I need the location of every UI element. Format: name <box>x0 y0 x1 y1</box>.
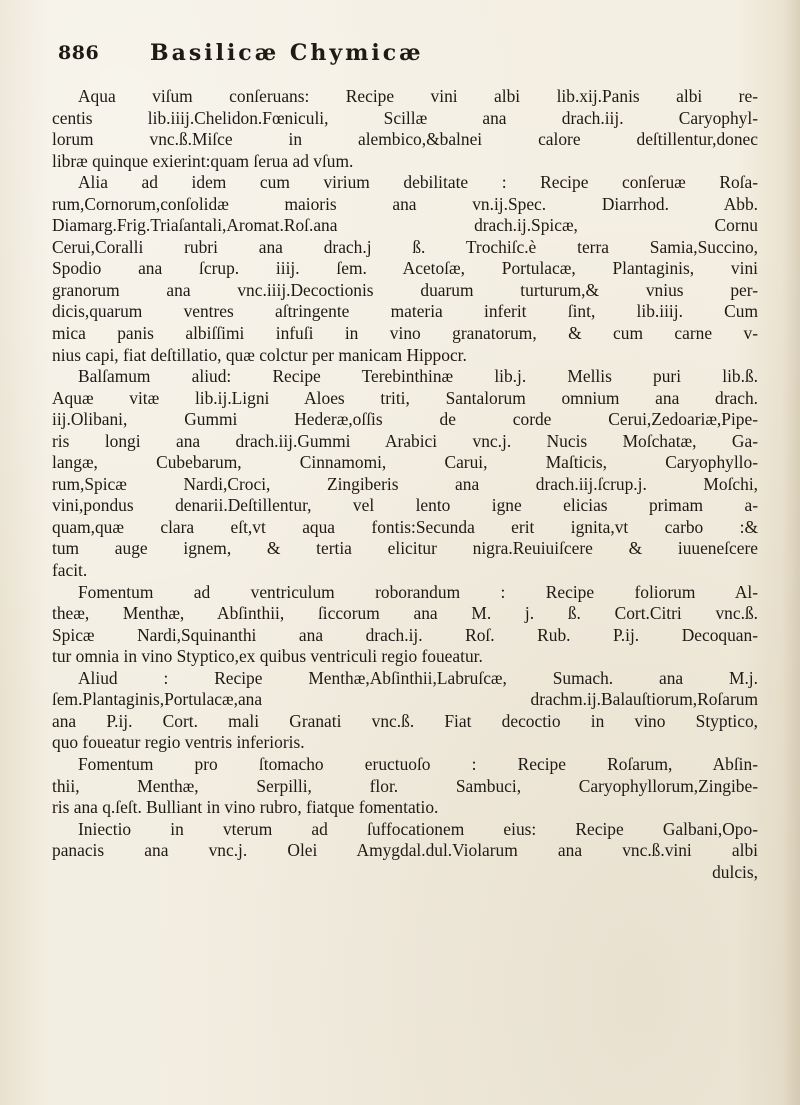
text-line: tur omnia in vino Styptico,ex quibus ventriculi regio foueatur. <box>52 646 483 667</box>
text-line: quam,quæ clara eſt,vt aqua fontis:Secunda erit ignita,vt carbo :& <box>52 516 758 537</box>
text-line: quo foueatur regio ventris inferioris. <box>52 732 305 753</box>
text-line: Balſamum aliud: Recipe Terebinthinæ lib.j. Mellis puri lib.ß. <box>78 366 758 387</box>
text-line: facit. <box>52 560 88 581</box>
body-text <box>52 86 758 883</box>
text-line: Spodio ana ſcrup. iiij. ſem. Acetoſæ, Portulacæ, Plantaginis, vini <box>52 258 758 279</box>
text-line: ſem.Plantaginis,Portulacæ,ana drachm.ij.Balauſtiorum,Roſarum <box>52 689 758 710</box>
text-line: tum auge ignem, & tertia elicitur nigra.Reuiuiſcere & iuueneſcere <box>52 538 758 559</box>
page-header <box>58 36 760 80</box>
page-number: 886 <box>58 42 100 64</box>
text-line: ris ana q.ſeſt. Bulliant in vino rubro, fiatque fomentatio. <box>52 797 439 818</box>
text-line: ana P.ij. Cort. mali Granati vnc.ß. Fiat decoctio in vino Styptico, <box>52 710 758 731</box>
running-head: Basilicæ Chymicæ <box>150 40 424 66</box>
text-line: rum,Spicæ Nardi,Croci, Zingiberis ana drach.iij.ſcrup.j. Moſchi, <box>52 473 758 494</box>
text-line: Aqua viſum conſeruans: Recipe vini albi lib.xij.Panis albi re- <box>78 86 758 106</box>
text-line: ris longi ana drach.iij.Gummi Arabici vnc.j. Nucis Moſchatæ, Ga- <box>52 430 758 451</box>
text-line: langæ, Cubebarum, Cinnamomi, Carui, Maſticis, Caryophyllo- <box>52 452 758 473</box>
text-line: Alia ad idem cum virium debilitate : Recipe conſeruæ Roſa- <box>78 172 758 193</box>
text-line: Iniectio in vterum ad ſuffocationem eius: Recipe Galbani,Opo- <box>78 818 758 839</box>
text-line: dulcis, <box>712 861 758 882</box>
text-line: Aquæ vitæ lib.ij.Ligni Aloes triti, Santalorum omnium ana drach. <box>52 387 758 408</box>
text-line: panacis ana vnc.j. Olei Amygdal.dul.Violarum ana vnc.ß.vini albi <box>52 840 758 861</box>
text-line: Spicæ Nardi,Squinanthi ana drach.ij. Roſ. Rub. P.ij. Decoquan- <box>52 624 758 645</box>
text-line: centis lib.iiij.Chelidon.Fœniculi, Scillæ ana drach.iij. Caryophyl- <box>52 107 758 128</box>
text-line: Aliud : Recipe Menthæ,Abſinthii,Labruſcæ, Sumach. ana M.j. <box>78 667 758 688</box>
text-line: Diamarg.Frig.Triaſantali,Aromat.Roſ.ana drach.ij.Spicæ, Cornu <box>52 215 758 236</box>
page-edge-shadow <box>782 0 800 1105</box>
text-line: mica panis albiſſimi infuſi in vino granatorum, & cum carne v- <box>52 323 758 344</box>
text-line: iij.Olibani, Gummi Hederæ,oſſis de corde Cerui,Zedoariæ,Pipe- <box>52 409 758 430</box>
text-line: granorum ana vnc.iiij.Decoctionis duarum turturum,& vnius per- <box>52 279 758 300</box>
text-line: thii, Menthæ, Serpilli, flor. Sambuci, Caryophyllorum,Zingibe- <box>52 775 758 796</box>
text-line: nius capi, fiat deſtillatio, quæ colctur per manicam Hippocr. <box>52 344 467 365</box>
text-line: libræ quinque exierint:quam ſerua ad vſum. <box>52 150 354 171</box>
text-line: Cerui,Coralli rubri ana drach.j ß. Trochiſc.è terra Samia,Succino, <box>52 236 758 257</box>
text-line: vini,pondus denarii.Deſtillentur, vel lento igne elicias primam a- <box>52 495 758 516</box>
text-line: lorum vnc.ß.Miſce in alembico,&balnei calore deſtillentur,donec <box>52 129 758 150</box>
text-line: dicis,quarum ventres aſtringente materia inferit ſint, lib.iiij. Cum <box>52 301 758 322</box>
text-line: rum,Cornorum,conſolidæ maioris ana vn.ij.Spec. Diarrhod. Abb. <box>52 193 758 214</box>
text-line: theæ, Menthæ, Abſinthii, ſiccorum ana M. j. ß. Cort.Citri vnc.ß. <box>52 603 758 624</box>
text-line: Fomentum ad ventriculum roborandum : Recipe foliorum Al- <box>78 581 758 602</box>
text-line: Fomentum pro ſtomacho eructuoſo : Recipe Roſarum, Abſin- <box>78 753 758 774</box>
